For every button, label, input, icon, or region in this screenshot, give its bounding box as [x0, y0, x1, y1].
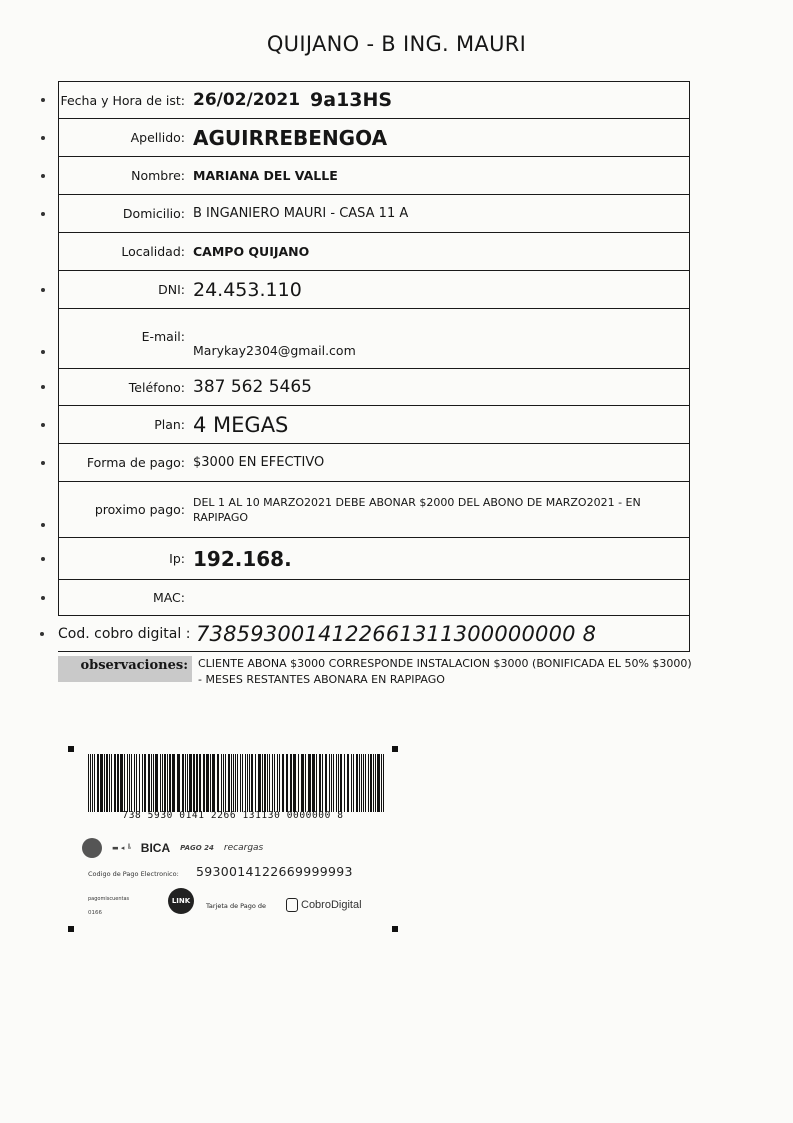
- codigo-pago-label: Codigo de Pago Electronico:: [88, 870, 179, 878]
- pago24-logo: PAGO 24: [180, 844, 214, 852]
- barcode-bar: [356, 754, 358, 812]
- barcode-bar: [240, 754, 241, 812]
- barcode-bar: [131, 754, 132, 812]
- barcode-bar: [114, 754, 116, 812]
- crop-mark: [392, 926, 398, 932]
- apellido-label: Apellido:: [130, 130, 185, 145]
- bank-seal-icon: [82, 838, 102, 858]
- form-row-fecha: [58, 81, 690, 119]
- barcode-bar: [262, 754, 263, 812]
- barcode-bar: [124, 754, 125, 812]
- bullet: [41, 423, 45, 427]
- form-row-apellido: [58, 119, 690, 157]
- cod-cobro-value: 7385930014122661311300000000 8: [196, 621, 597, 646]
- barcode-bar: [199, 754, 201, 812]
- form-row-ip: [58, 538, 690, 580]
- bullet: [41, 557, 45, 561]
- cod-cobro-label: Cod. cobro digital :: [58, 625, 191, 642]
- barcode-bar: [377, 754, 380, 812]
- barcode-bar: [160, 754, 161, 812]
- bullet: [41, 385, 45, 389]
- cobrodigital-icon: [286, 898, 298, 912]
- barcode-bar: [237, 754, 238, 812]
- barcode-bar: [361, 754, 362, 812]
- form-row-proximo-pago: [58, 482, 690, 538]
- barcode-bar: [97, 754, 99, 812]
- barcode-bar: [363, 754, 364, 812]
- observaciones-row: [58, 656, 698, 688]
- observaciones-label: observaciones:: [58, 656, 192, 682]
- barcode-bar: [365, 754, 366, 812]
- forma-pago-label: Forma de pago:: [86, 455, 185, 470]
- barcode-bar: [368, 754, 369, 812]
- barcode-bar: [231, 754, 232, 812]
- barcode-bar: [373, 754, 374, 812]
- link-logo: LINK: [168, 888, 194, 914]
- barcode-bar: [172, 754, 175, 812]
- barcode-bar: [92, 754, 93, 812]
- barcode-bar: [109, 754, 110, 812]
- barcode-bar: [167, 754, 168, 812]
- barcode-bar: [249, 754, 250, 812]
- barcode-bar: [333, 754, 334, 812]
- barcode-bar: [255, 754, 256, 812]
- nombre-value: MARIANA DEL VALLE: [193, 168, 338, 183]
- barcode-bar: [120, 754, 123, 812]
- bullet: [41, 288, 45, 292]
- barcode-bar: [162, 754, 163, 812]
- form-row-forma-pago: [58, 444, 690, 482]
- barcode-bar: [139, 754, 140, 812]
- forma-pago-value: $3000 EN EFECTIVO: [193, 455, 325, 470]
- barcode-bar: [269, 754, 270, 812]
- email-value: Marykay2304@gmail.com: [193, 343, 356, 358]
- barcode-bar: [177, 754, 180, 812]
- bullet: [41, 212, 45, 216]
- ip-label: Ip:: [169, 551, 185, 566]
- bullet: [40, 632, 44, 636]
- barcode-bar: [169, 754, 171, 812]
- crop-mark: [68, 926, 74, 932]
- bullet: [41, 350, 45, 354]
- crop-mark: [68, 746, 74, 752]
- barcode-bar: [111, 754, 112, 812]
- barcode-bar: [316, 754, 317, 812]
- pagomiscuentas-logo: pagomiscuentas: [88, 896, 130, 902]
- barcode-bar: [223, 754, 224, 812]
- ip-value: 192.168.: [193, 546, 292, 571]
- barcode-bar: [344, 754, 345, 812]
- recargas-logo: recargas: [223, 843, 264, 853]
- barcode-bar: [233, 754, 234, 812]
- apellido-value: AGUIRREBENGOA: [193, 125, 388, 150]
- plan-label: Plan:: [154, 417, 185, 432]
- barcode-bar: [301, 754, 304, 812]
- barcode-bar: [88, 754, 89, 812]
- crop-mark: [392, 746, 398, 752]
- dni-label: DNI:: [158, 282, 185, 297]
- barcode-bar: [217, 754, 219, 812]
- barcode-bar: [298, 754, 299, 812]
- barcode-bar: [235, 754, 236, 812]
- barcode-bar: [347, 754, 349, 812]
- bullet: [41, 136, 45, 140]
- payment-network-icon: ▬ ◂ ╚: [112, 844, 131, 852]
- barcode: [88, 754, 386, 812]
- barcode-bar: [308, 754, 311, 812]
- barcode-bar: [221, 754, 222, 812]
- barcode-bar: [383, 754, 384, 812]
- bullet: [41, 523, 45, 527]
- form-row-localidad: [58, 233, 690, 271]
- barcode-bar: [189, 754, 192, 812]
- barcode-bar: [187, 754, 188, 812]
- barcode-bar: [329, 754, 330, 812]
- barcode-bar: [203, 754, 205, 812]
- barcode-bar: [247, 754, 248, 812]
- barcode-bar: [353, 754, 354, 812]
- barcode-bar: [100, 754, 103, 812]
- barcode-bar: [106, 754, 108, 812]
- barcode-bar: [245, 754, 246, 812]
- bullet: [41, 174, 45, 178]
- form-row-mac: [58, 580, 690, 616]
- barcode-bar: [258, 754, 261, 812]
- barcode-bar: [381, 754, 382, 812]
- bullet: [41, 596, 45, 600]
- barcode-bar: [164, 754, 166, 812]
- proximo-pago-value: DEL 1 AL 10 MARZO2021 DEBE ABONAR $2000 DEL ABONO DE MARZO2021 - EN RAPIPAGO: [193, 495, 641, 524]
- barcode-bar: [338, 754, 339, 812]
- barcode-bar: [134, 754, 135, 812]
- barcode-bar: [228, 754, 230, 812]
- barcode-bar: [212, 754, 215, 812]
- barcode-bar: [104, 754, 105, 812]
- page-title: QUIJANO - B ING. MAURI: [266, 32, 527, 56]
- barcode-digits: 738 5930 0141 2266 131130 0000000 8: [122, 810, 344, 821]
- barcode-bar: [375, 754, 376, 812]
- form-row-nombre: [58, 157, 690, 195]
- client-form: [58, 81, 690, 652]
- barcode-bar: [274, 754, 275, 812]
- barcode-bar: [351, 754, 352, 812]
- barcode-bar: [210, 754, 211, 812]
- cobrodigital-logo: [286, 898, 362, 912]
- telefono-label: Teléfono:: [128, 379, 185, 395]
- barcode-bar: [127, 754, 128, 812]
- form-row-dni: [58, 271, 690, 309]
- barcode-bar: [196, 754, 198, 812]
- barcode-bar: [282, 754, 284, 812]
- localidad-value: CAMPO QUIJANO: [193, 244, 310, 259]
- form-row-email: [58, 309, 690, 369]
- form-row-telefono: [58, 369, 690, 406]
- barcode-bar: [272, 754, 273, 812]
- mac-label: MAC:: [152, 590, 185, 605]
- fecha-value: 26/02/2021: [193, 90, 301, 110]
- cobrodigital-text: CobroDigital: [301, 899, 362, 911]
- barcode-bar: [293, 754, 296, 812]
- barcode-bar: [153, 754, 154, 812]
- codigo-pago-value: 5930014122669999993: [196, 864, 353, 879]
- barcode-bar: [193, 754, 195, 812]
- form-row-domicilio: [58, 195, 690, 233]
- barcode-bar: [286, 754, 288, 812]
- dni-value: 24.453.110: [193, 278, 302, 301]
- barcode-bar: [325, 754, 327, 812]
- form-row-cod-cobro: [58, 616, 690, 652]
- nombre-label: Nombre:: [131, 168, 185, 183]
- observaciones-value: CLIENTE ABONA $3000 CORRESPONDE INSTALACION $3000 (BONIFICADA EL 50% $3000) - MESES RESTANTES ABONARA EN RAPIPAGO: [198, 657, 692, 686]
- bullet: [41, 98, 45, 102]
- domicilio-value: B INGANIERO MAURI - CASA 11 A: [193, 206, 409, 221]
- barcode-bar: [136, 754, 137, 812]
- barcode-bar: [277, 754, 278, 812]
- barcode-bar: [290, 754, 292, 812]
- barcode-bar: [129, 754, 130, 812]
- barcode-bar: [225, 754, 226, 812]
- barcode-bar: [264, 754, 266, 812]
- domicilio-label: Domicilio:: [122, 206, 185, 221]
- barcode-bar: [319, 754, 321, 812]
- barcode-bar: [185, 754, 186, 812]
- barcode-bar: [305, 754, 306, 812]
- barcode-bar: [148, 754, 150, 812]
- barcode-bar: [331, 754, 332, 812]
- barcode-bar: [117, 754, 119, 812]
- tarjeta-label: Tarjeta de Pago de: [206, 902, 267, 910]
- barcode-bar: [370, 754, 372, 812]
- barcode-bar: [155, 754, 158, 812]
- bica-logo: BICA: [140, 841, 171, 855]
- barcode-bar: [359, 754, 360, 812]
- barcode-bar: [336, 754, 337, 812]
- barcode-bar: [182, 754, 184, 812]
- form-row-plan: [58, 406, 690, 444]
- barcode-bar: [312, 754, 315, 812]
- bullet: [41, 461, 45, 465]
- barcode-bar: [322, 754, 323, 812]
- payment-logos: [82, 837, 392, 859]
- fecha-label: Fecha y Hora de ist:: [60, 92, 185, 108]
- barcode-bar: [206, 754, 209, 812]
- plan-value: 4 MEGAS: [193, 412, 289, 437]
- barcode-bar: [142, 754, 143, 812]
- localidad-label: Localidad:: [121, 244, 185, 259]
- barcode-bar: [279, 754, 280, 812]
- barcode-bar: [94, 754, 95, 812]
- barcode-bar: [242, 754, 243, 812]
- barcode-bar: [340, 754, 342, 812]
- barcode-bar: [144, 754, 146, 812]
- telefono-value: 387 562 5465: [193, 377, 312, 397]
- email-label: E-mail:: [141, 329, 185, 344]
- small-code: 0166: [88, 910, 102, 916]
- barcode-bar: [90, 754, 91, 812]
- proximo-pago-label: proximo pago:: [94, 502, 185, 517]
- barcode-bar: [251, 754, 253, 812]
- barcode-bar: [267, 754, 268, 812]
- payment-card: [68, 746, 398, 932]
- hora-value: 9a13HS: [310, 89, 393, 111]
- barcode-bar: [151, 754, 152, 812]
